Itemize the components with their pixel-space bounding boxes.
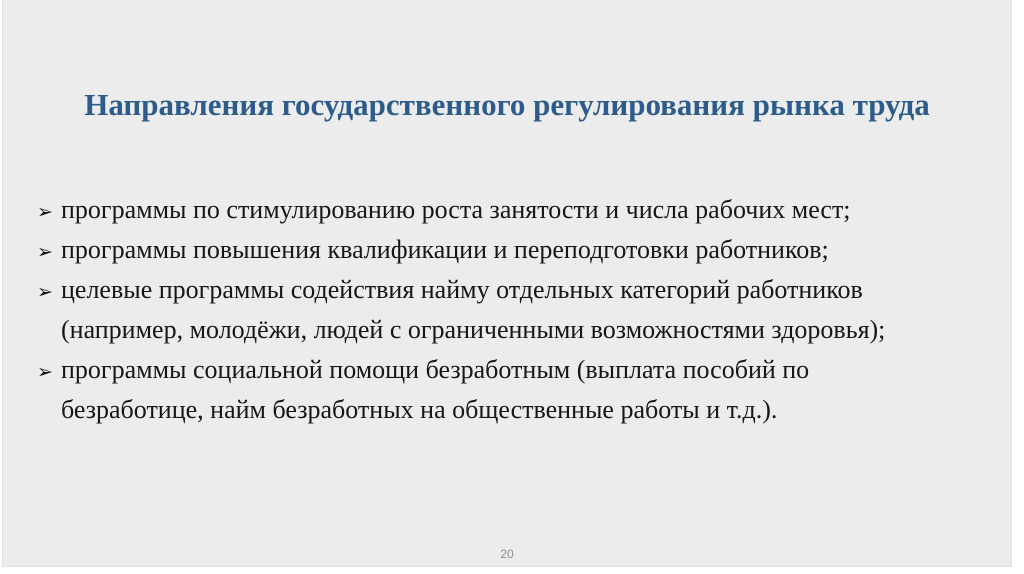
arrow-bullet-icon: ➢ bbox=[37, 281, 53, 303]
bullet-text: программы социальной помощи безработным (выплата пособий по безработице, найм безработных на общественные работы и т.д.). bbox=[61, 355, 810, 424]
bullet-item bbox=[37, 350, 999, 430]
bullet-text: программы по стимулированию роста занятости и числа рабочих мест; bbox=[61, 195, 851, 224]
arrow-bullet-icon: ➢ bbox=[37, 241, 53, 263]
page-number: 20 bbox=[500, 547, 514, 561]
slide bbox=[2, 0, 1012, 567]
bullet-text: целевые программы содействия найму отдельных категорий работников (например, молодёжи, людей с ограниченными возможностями здоровья); bbox=[61, 275, 886, 344]
bullet-item bbox=[37, 270, 999, 350]
slide-title: Направления государственного регулирования рынка труда bbox=[84, 87, 930, 122]
bullet-text: программы повышения квалификации и переподготовки работников; bbox=[61, 235, 829, 264]
arrow-bullet-icon: ➢ bbox=[37, 361, 53, 383]
bullet-item bbox=[37, 230, 999, 270]
bullet-list bbox=[3, 190, 1011, 430]
bullet-item bbox=[37, 190, 999, 230]
arrow-bullet-icon: ➢ bbox=[37, 201, 53, 223]
